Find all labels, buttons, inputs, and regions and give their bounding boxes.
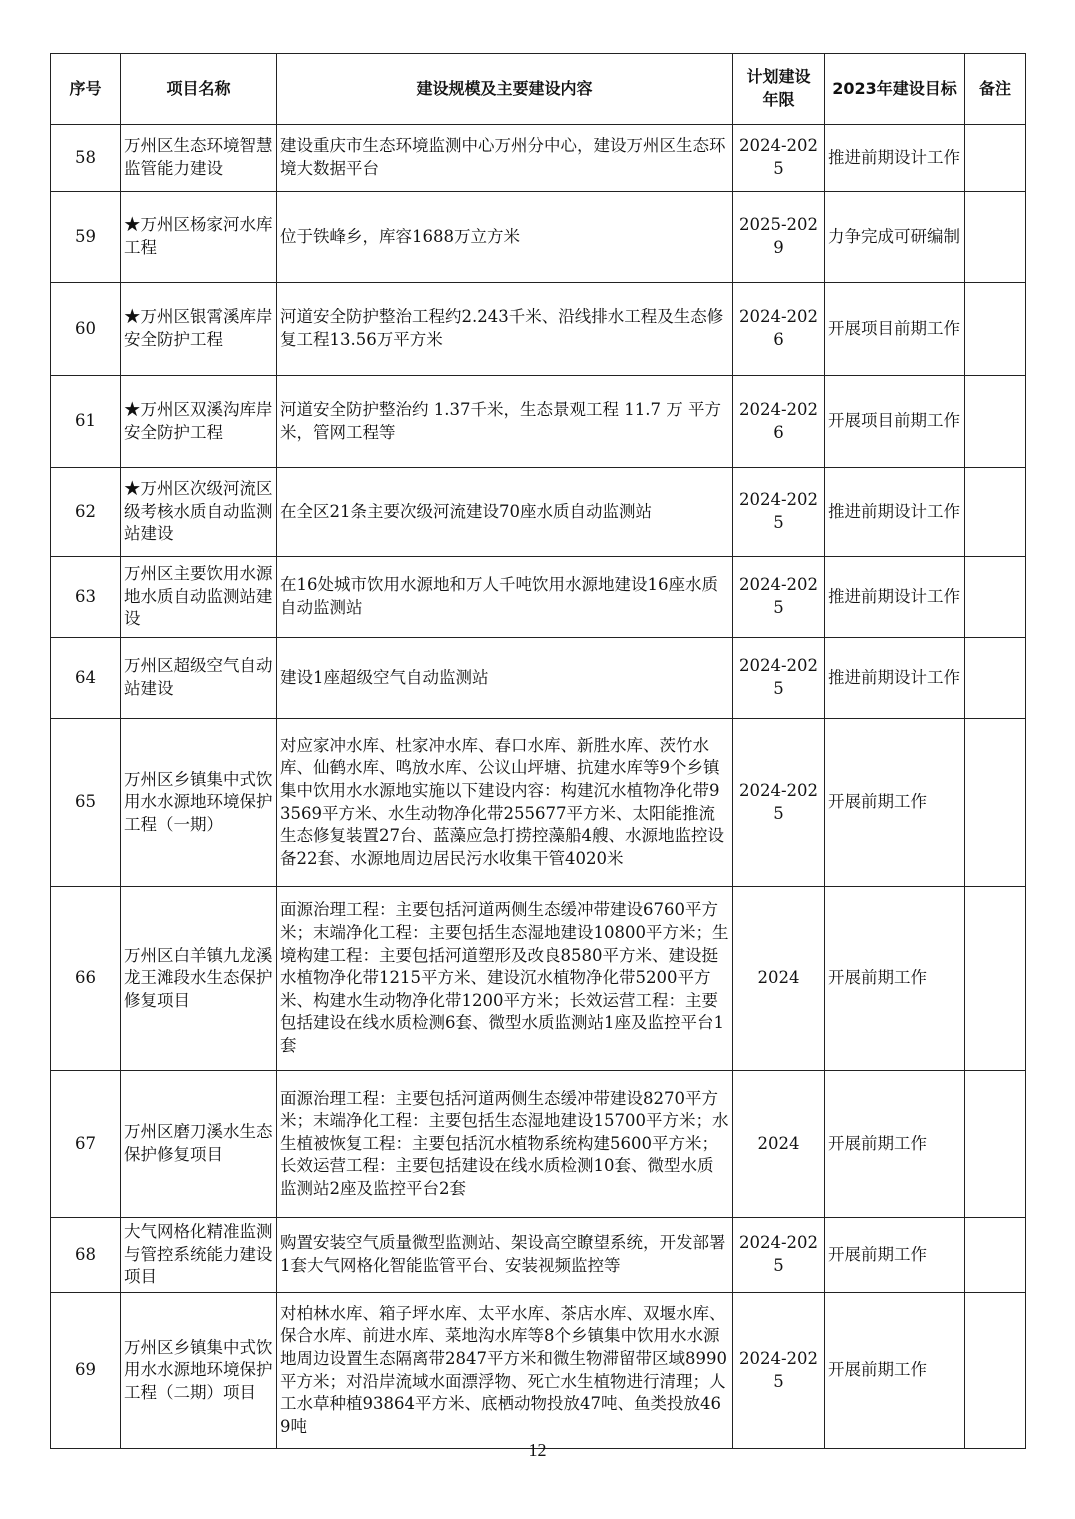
cell-remark [965,125,1026,192]
cell-seq: 65 [51,719,121,887]
cell-remark [965,638,1026,719]
cell-target: 力争完成可研编制 [825,192,965,283]
cell-content: 河道安全防护整治工程约2.243千米、沿线排水工程及生态修复工程13.56万平方米 [277,283,733,376]
cell-remark [965,376,1026,468]
cell-name: 万州区生态环境智慧监管能力建设 [121,125,277,192]
cell-period: 2024-2025 [733,638,825,719]
header-row [51,54,1026,125]
cell-remark [965,887,1026,1071]
cell-target: 开展前期工作 [825,1071,965,1218]
cell-seq: 60 [51,283,121,376]
cell-target: 开展项目前期工作 [825,376,965,468]
cell-seq: 68 [51,1218,121,1293]
cell-remark [965,1218,1026,1293]
cell-content: 建设重庆市生态环境监测中心万州分中心，建设万州区生态环境大数据平台 [277,125,733,192]
cell-seq: 64 [51,638,121,719]
cell-period: 2024-2025 [733,468,825,557]
table-row [51,376,1026,468]
cell-content: 在全区21条主要次级河流建设70座水质自动监测站 [277,468,733,557]
header-remark: 备注 [965,54,1026,125]
cell-remark [965,283,1026,376]
header-name: 项目名称 [121,54,277,125]
cell-remark [965,192,1026,283]
cell-name: 万州区主要饮用水源地水质自动监测站建设 [121,557,277,638]
cell-content: 在16处城市饮用水源地和万人千吨饮用水源地建设16座水质自动监测站 [277,557,733,638]
header-period-line2: 年限 [762,90,795,109]
cell-content: 建设1座超级空气自动监测站 [277,638,733,719]
header-period-line1: 计划建设 [746,67,811,87]
cell-period: 2024 [733,1071,825,1218]
table-row [51,1293,1026,1449]
cell-remark [965,1071,1026,1218]
cell-name: 万州区乡镇集中式饮用水水源地环境保护工程（一期） [121,719,277,887]
cell-period: 2024-2026 [733,376,825,468]
cell-seq: 58 [51,125,121,192]
cell-target: 推进前期设计工作 [825,468,965,557]
cell-period: 2024-2025 [733,719,825,887]
cell-period: 2024-2025 [733,557,825,638]
project-table [50,53,1026,1449]
cell-content: 对应家冲水库、杜家冲水库、春口水库、新胜水库、茨竹水库、仙鹤水库、鸣放水库、公议山坪塘、抗建水库等9个乡镇集中饮用水水源地实施以下建设内容：构建沉水植物净化带93569平方米、水生动物净化带255677平方米、太阳能推流生态修复装置27台、蓝藻应急打捞控藻船4艘、水源地监控设备22套、水源地周边居民污水收集干管4020米 [277,719,733,887]
cell-period: 2025-2029 [733,192,825,283]
table-row [51,192,1026,283]
cell-name: ★万州区杨家河水库工程 [121,192,277,283]
table-row [51,1071,1026,1218]
cell-content: 河道安全防护整治约 1.37千米，生态景观工程 11.7 万 平方米，管网工程等 [277,376,733,468]
cell-seq: 63 [51,557,121,638]
cell-name: 万州区乡镇集中式饮用水水源地环境保护工程（二期）项目 [121,1293,277,1449]
cell-period: 2024 [733,887,825,1071]
cell-remark [965,1293,1026,1449]
header-period [733,54,825,125]
page-number: 12 [528,1440,547,1460]
header-seq: 序号 [51,54,121,125]
cell-period: 2024-2025 [733,1293,825,1449]
cell-content: 购置安装空气质量微型监测站、架设高空瞭望系统，开发部署1套大气网格化智能监管平台、安装视频监控等 [277,1218,733,1293]
cell-target: 推进前期设计工作 [825,638,965,719]
table-row [51,283,1026,376]
cell-content: 面源治理工程：主要包括河道两侧生态缓冲带建设6760平方米；末端净化工程：主要包括生态湿地建设10800平方米；生境构建工程：主要包括河道塑形及改良8580平方米、建设挺水植物净化带1215平方米、建设沉水植物净化带5200平方米、构建水生动物净化带1200平方米；长效运营工程：主要包括建设在线水质检测6套、微型水质监测站1座及监控平台1套 [277,887,733,1071]
cell-content: 面源治理工程：主要包括河道两侧生态缓冲带建设8270平方米；末端净化工程：主要包括生态湿地建设15700平方米；水生植被恢复工程：主要包括沉水植物系统构建5600平方米；长效运营工程：主要包括建设在线水质检测10套、微型水质监测站2座及监控平台2套 [277,1071,733,1218]
cell-target: 开展前期工作 [825,1293,965,1449]
table-row [51,125,1026,192]
cell-target: 推进前期设计工作 [825,557,965,638]
cell-name: 万州区白羊镇九龙溪龙王滩段水生态保护修复项目 [121,887,277,1071]
cell-period: 2024-2025 [733,125,825,192]
cell-remark [965,557,1026,638]
cell-name: ★万州区双溪沟库岸安全防护工程 [121,376,277,468]
header-target: 2023年建设目标 [825,54,965,125]
cell-seq: 61 [51,376,121,468]
table-row [51,638,1026,719]
cell-remark [965,468,1026,557]
cell-content: 位于铁峰乡，库容1688万立方米 [277,192,733,283]
cell-name: ★万州区次级河流区级考核水质自动监测站建设 [121,468,277,557]
cell-name: 万州区超级空气自动站建设 [121,638,277,719]
table-row [51,557,1026,638]
cell-target: 开展前期工作 [825,887,965,1071]
cell-target: 开展前期工作 [825,1218,965,1293]
cell-remark [965,719,1026,887]
table-row [51,887,1026,1071]
cell-name: 万州区磨刀溪水生态保护修复项目 [121,1071,277,1218]
cell-period: 2024-2026 [733,283,825,376]
cell-seq: 62 [51,468,121,557]
header-content: 建设规模及主要建设内容 [277,54,733,125]
cell-period: 2024-2025 [733,1218,825,1293]
cell-seq: 69 [51,1293,121,1449]
table-row [51,468,1026,557]
cell-content: 对柏林水库、箱子坪水库、太平水库、茶店水库、双堰水库、保合水库、前进水库、菜地沟水库等8个乡镇集中饮用水水源地周边设置生态隔离带2847平方米和微生物滞留带区域8990平方米；对沿岸流域水面漂浮物、死亡水生植物进行清理；人工水草种植93864平方米、底栖动物投放47吨、鱼类投放469吨 [277,1293,733,1449]
table-row [51,719,1026,887]
cell-seq: 66 [51,887,121,1071]
cell-seq: 59 [51,192,121,283]
cell-name: 大气网格化精准监测与管控系统能力建设项目 [121,1218,277,1293]
cell-name: ★万州区银霄溪库岸安全防护工程 [121,283,277,376]
cell-target: 开展前期工作 [825,719,965,887]
cell-target: 开展项目前期工作 [825,283,965,376]
table-row [51,1218,1026,1293]
cell-seq: 67 [51,1071,121,1218]
cell-target: 推进前期设计工作 [825,125,965,192]
